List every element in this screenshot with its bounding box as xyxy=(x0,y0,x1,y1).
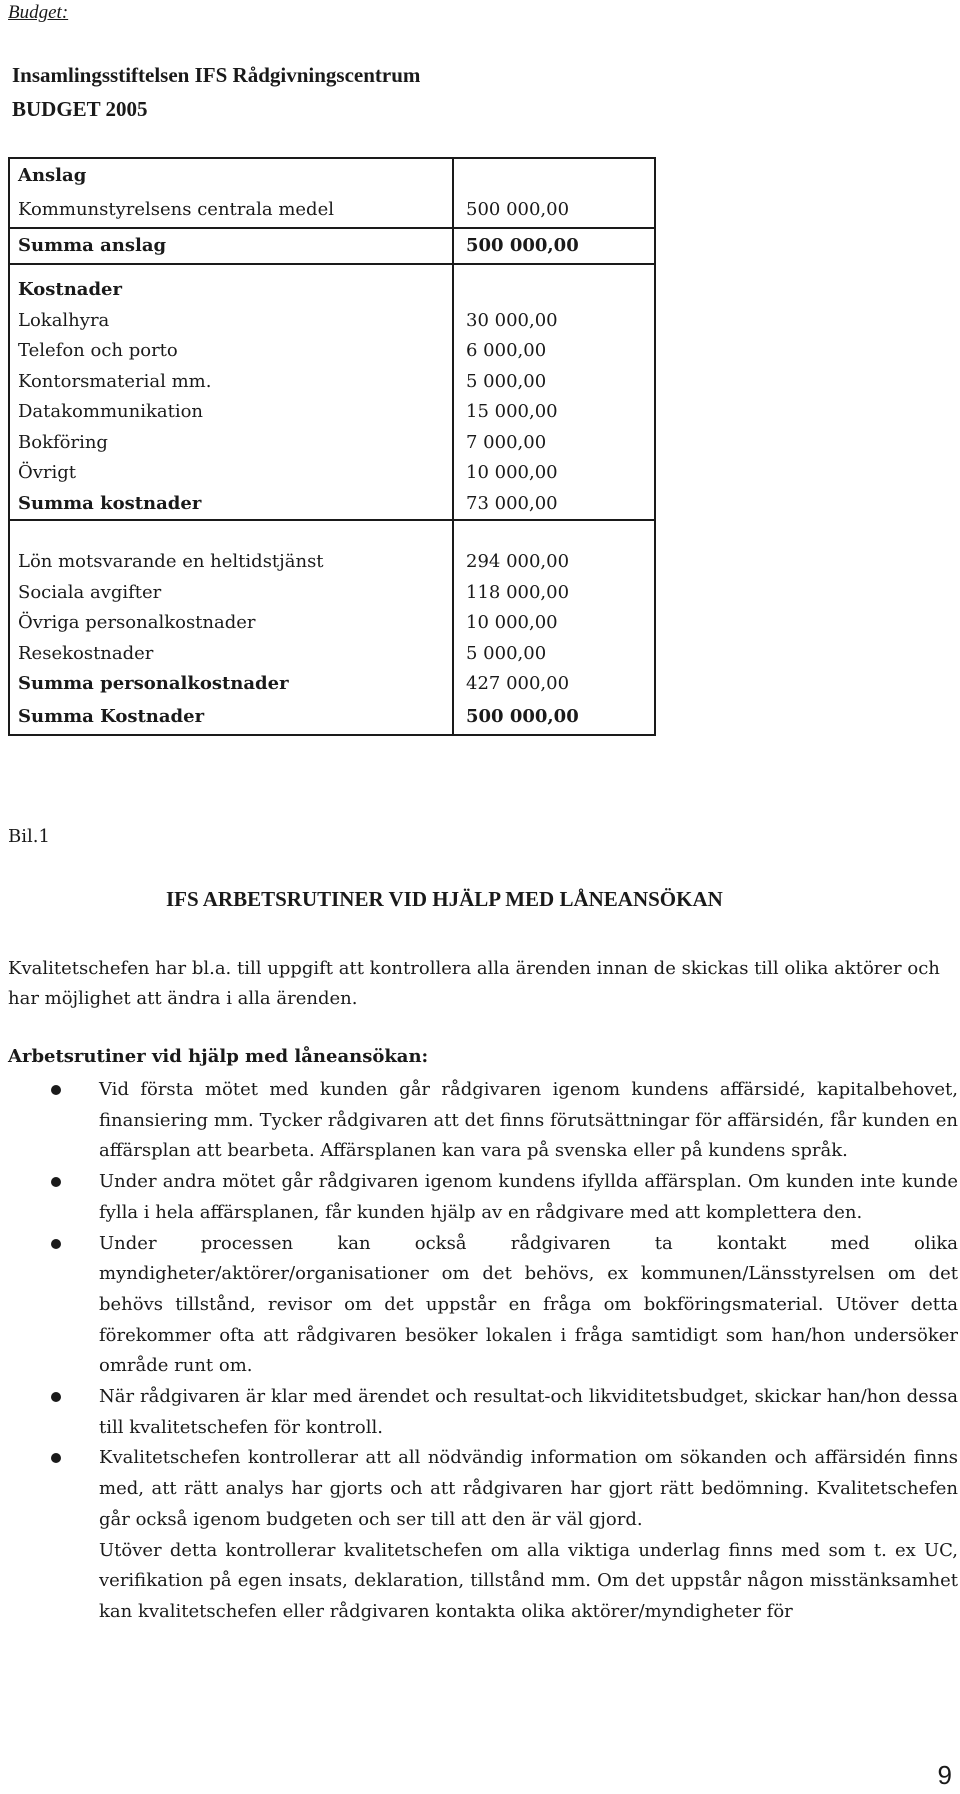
continuation-text: Utöver detta kontrollerar kvalitetschefen om alla viktiga underlag finns med som t. ex UC, verifikation på egen insats, deklaration, tillstånd mm. Om det uppstår någon misstänksamhet kan kvalitetschefen eller rådgivaren kontakta olika aktörer/myndigheter för xyxy=(99,1539,958,1622)
personal-row-amount: 294 000,00 xyxy=(466,551,570,572)
kostnader-row-amount: 10 000,00 xyxy=(466,462,558,483)
anslag-row-amount: 500 000,00 xyxy=(466,199,570,220)
routines-heading: Arbetsrutiner vid hjälp med låneansökan: xyxy=(8,1046,429,1067)
list-item-text: Vid första mötet med kunden går rådgivaren igenom kundens affärsidé, kapitalbehovet, finansiering mm. Tycker rådgivaren att det finns förutsättningar för affärsidén, får kunden en affärsplan att bearbeta. Affärsplanen kan vara på svenska eller på kundens språk. xyxy=(99,1079,958,1162)
list-item xyxy=(8,1229,958,1383)
continuation-paragraph xyxy=(8,1536,958,1628)
budget-table xyxy=(8,157,656,736)
personal-row-label: Lön motsvarande en heltidstjänst xyxy=(18,551,324,572)
bullet-icon xyxy=(51,1177,61,1187)
kostnader-row-label: Telefon och porto xyxy=(18,340,178,361)
personal-labels xyxy=(9,520,453,735)
bullet-icon xyxy=(51,1239,61,1249)
anslag-total-label-cell xyxy=(9,228,453,264)
list-item-text: Under processen kan också rådgivaren ta kontakt med olika myndigheter/aktörer/organisationer om det behövs, ex kommunen/Länsstyrelsen om det behövs tillstånd, revisor om det uppstår en fråga om bokföringsmaterial. Utöver detta förekommer ofta att rådgivaren besöker lokalen i fråga samtidigt som han/hon undersöker område runt om. xyxy=(99,1232,958,1377)
header-label: Budget: xyxy=(8,2,69,23)
kostnader-row-label: Bokföring xyxy=(18,431,108,453)
kostnader-row-amount: 30 000,00 xyxy=(466,309,558,331)
kostnader-section xyxy=(9,264,655,520)
kostnader-amounts xyxy=(453,264,655,520)
anslag-heading-amount-empty xyxy=(466,159,654,193)
kostnader-heading-amount-empty xyxy=(466,275,654,306)
organization-name: Insamlingsstiftelsen IFS Rådgivningscentrum xyxy=(12,63,421,87)
anslag-total-amount-cell xyxy=(453,228,655,264)
kostnader-heading: Kostnader xyxy=(18,279,122,300)
page-number: 9 xyxy=(937,1760,952,1790)
personal-row-amount: 5 000,00 xyxy=(466,642,547,664)
intro-paragraph: Kvalitetschefen har bl.a. till uppgift att kontrollera alla ärenden innan de skickas till olika aktörer och har möjlighet att ändra i alla ärenden. xyxy=(8,958,940,1009)
kostnader-labels xyxy=(9,264,453,520)
list-item xyxy=(8,1075,958,1167)
personal-section xyxy=(9,520,655,735)
personal-row-label: Resekostnader xyxy=(18,642,154,664)
anslag-total-row xyxy=(9,228,655,264)
spacer xyxy=(18,265,452,275)
grand-total-label: Summa Kostnader xyxy=(18,705,205,727)
list-item xyxy=(8,1167,958,1228)
bullet-icon xyxy=(51,1453,61,1463)
anslag-total-amount: 500 000,00 xyxy=(466,235,579,256)
bullet-icon xyxy=(51,1392,61,1402)
list-item-text: När rådgivaren är klar med ärendet och resultat-och likviditetsbudget, skickar han/hon dessa till kvalitetschefen för kontroll. xyxy=(99,1386,958,1438)
spacer xyxy=(466,521,654,547)
kostnader-total-amount: 73 000,00 xyxy=(466,492,558,514)
spacer xyxy=(466,265,654,275)
kostnader-total-label: Summa kostnader xyxy=(18,492,202,514)
anslag-labels xyxy=(9,158,453,228)
list-item xyxy=(8,1443,958,1535)
personal-row-amount: 118 000,00 xyxy=(466,581,570,603)
kostnader-row-amount: 7 000,00 xyxy=(466,431,547,453)
list-item-text: Kvalitetschefen kontrollerar att all nödvändig information om sökanden och affärsidén finns med, att rätt analys har gjorts och att rådgivaren har gjort rätt bedömning. Kvalitetschefen går också igenom budgeten och ser till att den är väl gjord. xyxy=(99,1447,958,1530)
anslag-amounts xyxy=(453,158,655,228)
list-item xyxy=(8,1382,958,1443)
personal-amounts xyxy=(453,520,655,735)
personal-row-label: Sociala avgifter xyxy=(18,581,162,603)
kostnader-row-amount: 15 000,00 xyxy=(466,401,558,422)
attachment-label: Bil.1 xyxy=(8,826,50,847)
kostnader-row-label: Kontorsmaterial mm. xyxy=(18,370,212,392)
kostnader-row-label: Lokalhyra xyxy=(18,309,110,331)
bullet-icon xyxy=(51,1085,61,1095)
anslag-total-label: Summa anslag xyxy=(18,235,167,256)
organization-block xyxy=(12,58,420,126)
budget-year: BUDGET 2005 xyxy=(12,97,148,121)
list-item-text: Under andra mötet går rådgivaren igenom kundens ifyllda affärsplan. Om kunden inte kunde fylla i hela affärsplanen, får kunden hjälp av en rådgivare med att komplettera den. xyxy=(99,1171,958,1223)
grand-total-amount: 500 000,00 xyxy=(466,705,579,727)
section-title: IFS ARBETSRUTINER VID HJÄLP MED LÅNEANSÖKAN xyxy=(166,887,723,911)
kostnader-row-label: Övrigt xyxy=(18,462,77,483)
anslag-heading: Anslag xyxy=(18,165,87,186)
spacer xyxy=(18,521,452,547)
kostnader-row-label: Datakommunikation xyxy=(18,401,204,422)
anslag-row-label: Kommunstyrelsens centrala medel xyxy=(18,199,334,220)
kostnader-row-amount: 5 000,00 xyxy=(466,370,547,392)
personal-row-label: Övriga personalkostnader xyxy=(18,612,256,633)
personal-row-amount: 10 000,00 xyxy=(466,612,558,633)
personal-total-label: Summa personalkostnader xyxy=(18,673,289,694)
personal-total-amount: 427 000,00 xyxy=(466,673,570,694)
anslag-section xyxy=(9,158,655,228)
routines-list xyxy=(8,1075,958,1628)
kostnader-row-amount: 6 000,00 xyxy=(466,340,547,361)
